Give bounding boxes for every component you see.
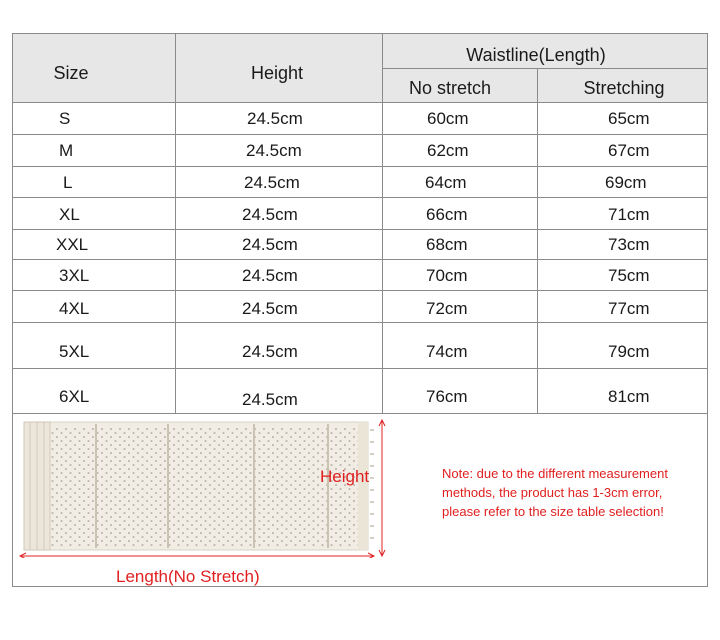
grid-line — [13, 322, 707, 323]
cell-no-stretch: 66cm — [426, 205, 468, 224]
note-line: please refer to the size table selection! — [442, 504, 664, 519]
header-waistline: Waistline(Length) — [466, 45, 606, 65]
cell-size: 4XL — [59, 299, 90, 318]
grid-line — [382, 34, 383, 413]
cell-height: 24.5cm — [242, 266, 298, 285]
cell-size: XL — [59, 205, 80, 224]
header-stretching: Stretching — [583, 78, 665, 98]
cell-stretching: 71cm — [608, 205, 650, 224]
cell-no-stretch: 64cm — [425, 173, 467, 192]
cell-size: 6XL — [59, 387, 90, 406]
grid-line — [13, 290, 707, 291]
cell-stretching: 75cm — [608, 266, 650, 285]
cell-size: XXL — [56, 235, 89, 254]
cell-stretching: 69cm — [605, 173, 647, 192]
grid-line — [175, 34, 176, 413]
cell-height: 24.5cm — [247, 109, 303, 128]
cell-height: 24.5cm — [244, 173, 300, 192]
header-no-stretch: No stretch — [408, 78, 492, 98]
cell-no-stretch: 74cm — [426, 342, 468, 361]
grid-line — [13, 197, 707, 198]
cell-height: 24.5cm — [242, 205, 298, 224]
cell-size: 5XL — [59, 342, 90, 361]
cell-size: 3XL — [59, 266, 90, 285]
height-label: Height — [320, 467, 370, 486]
length-label: Length(No Stretch) — [116, 567, 260, 586]
cell-no-stretch: 60cm — [427, 109, 469, 128]
cell-stretching: 73cm — [608, 235, 650, 254]
grid-line — [13, 259, 707, 260]
height-arrow — [375, 418, 389, 558]
grid-line — [382, 68, 707, 69]
cell-stretching: 65cm — [608, 109, 650, 128]
grid-line — [13, 102, 707, 103]
cell-size: L — [63, 173, 73, 192]
cell-height: 24.5cm — [246, 141, 302, 160]
note-line: methods, the product has 1-3cm error, — [442, 485, 663, 500]
grid-line — [13, 368, 707, 369]
cell-height: 24.5cm — [242, 390, 298, 409]
product-photo — [18, 418, 378, 558]
cell-stretching: 79cm — [608, 342, 650, 361]
grid-line — [13, 413, 707, 414]
cell-stretching: 67cm — [608, 141, 650, 160]
grid-line — [13, 229, 707, 230]
grid-line — [13, 166, 707, 167]
cell-height: 24.5cm — [242, 342, 298, 361]
cell-no-stretch: 68cm — [426, 235, 468, 254]
cell-stretching: 77cm — [608, 299, 650, 318]
header-size: Size — [53, 63, 89, 83]
grid-line — [537, 68, 538, 413]
cell-height: 24.5cm — [242, 299, 298, 318]
note-line: Note: due to the different measurement — [442, 466, 668, 481]
cell-stretching: 81cm — [608, 387, 650, 406]
cell-no-stretch: 72cm — [426, 299, 468, 318]
cell-no-stretch: 70cm — [426, 266, 468, 285]
cell-height: 24.5cm — [242, 235, 298, 254]
measurement-note — [442, 464, 704, 521]
cell-size: S — [59, 109, 71, 128]
cell-size: M — [59, 141, 74, 160]
header-height: Height — [250, 63, 304, 83]
cell-no-stretch: 76cm — [426, 387, 468, 406]
cell-no-stretch: 62cm — [427, 141, 469, 160]
grid-line — [13, 134, 707, 135]
